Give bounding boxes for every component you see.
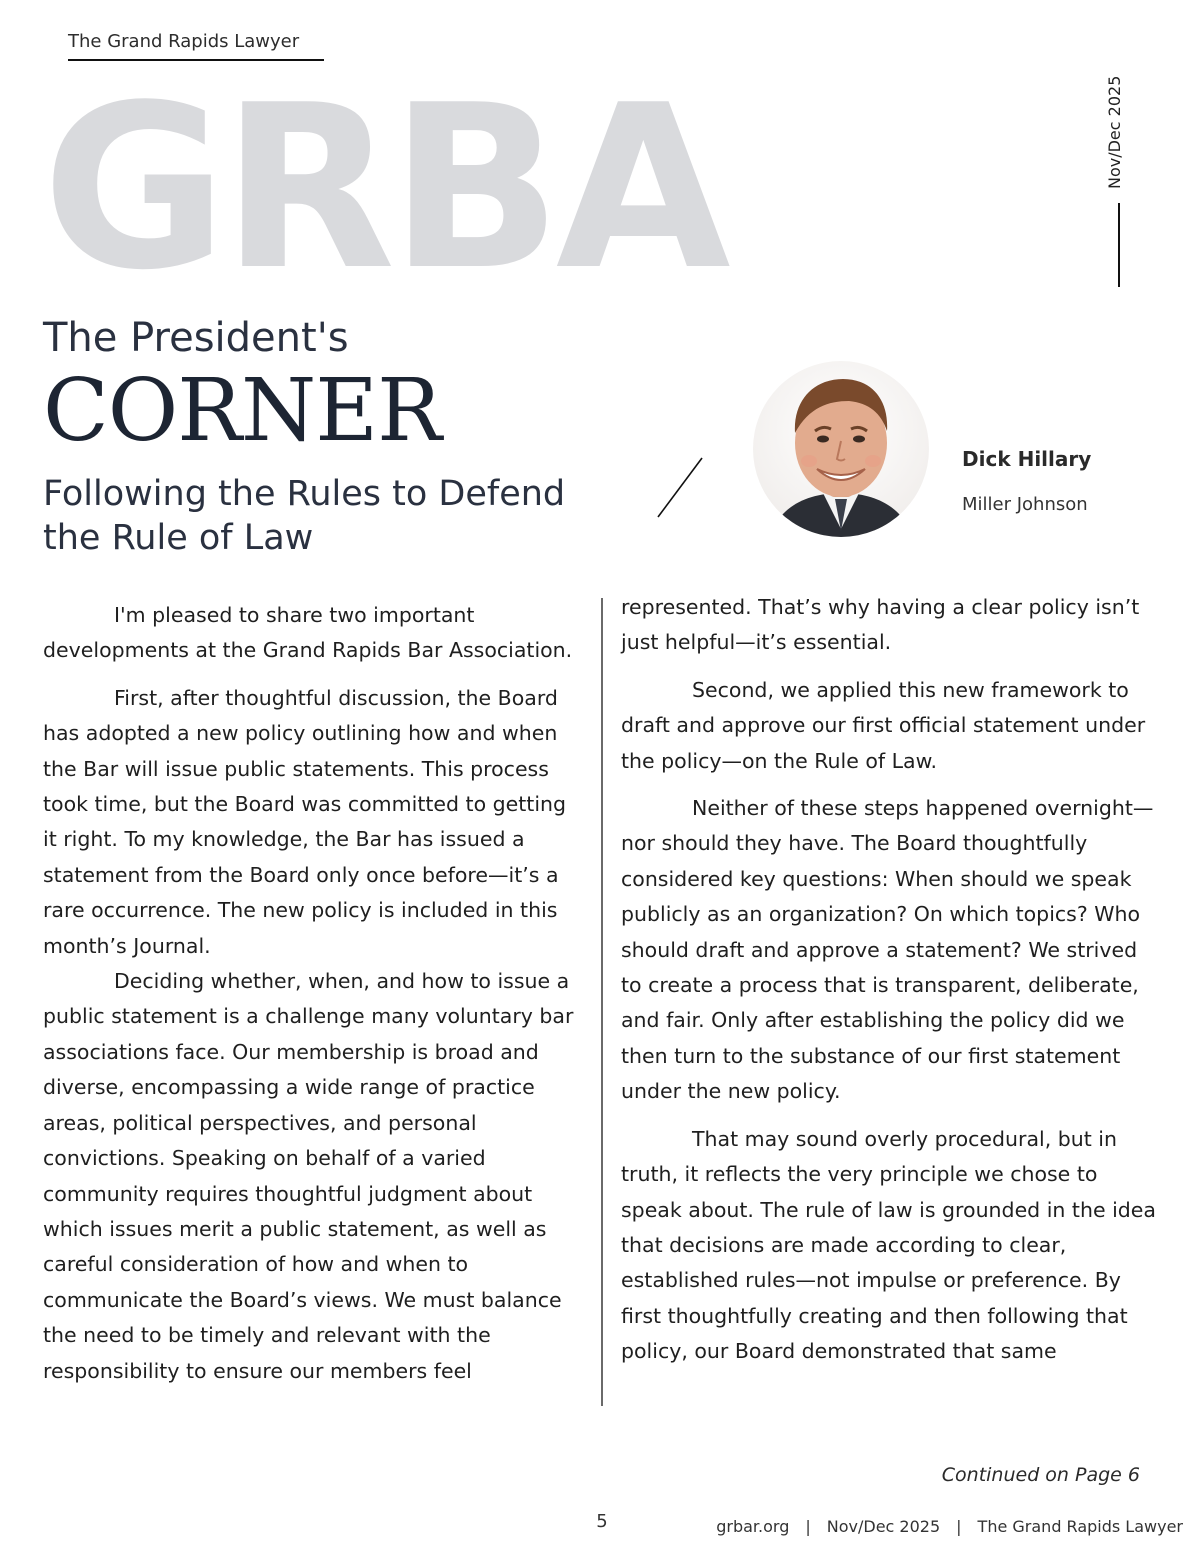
grba-watermark: GRBA [42,57,725,320]
continued-note: Continued on Page 6 [941,1464,1140,1486]
article-column-left [43,598,583,1389]
column-title: CORNER [43,361,441,461]
author-firm: Miller Johnson [962,494,1088,515]
vertical-rule [1118,203,1120,287]
column-kicker: The President's [43,315,349,361]
issue-date-vertical: Nov/Dec 2025 [1105,75,1124,189]
article-column-right [621,590,1161,1370]
article-paragraph: Second, we applied this new framework to draft and approve our first official statement under the policy—on the Rule of Law. [621,677,1146,773]
article-paragraph: I'm pleased to share two important developments at the Grand Rapids Bar Association. [43,603,573,663]
footer [680,1517,1183,1536]
article-paragraph: That may sound overly procedural, but in truth, it reflects the very principle we chose to speak about. The rule of law is grounded in the idea that decisions are made according to clear, established rules—not impulse or preference. By first thoughtfully creating and then following that policy, our Board demonstrated that same [621,1126,1156,1364]
slash-divider-icon [650,455,710,520]
author-avatar [753,361,929,537]
author-portrait-icon [753,361,929,537]
article-paragraph: First, after thoughtful discussion, the Board has adopted a new policy outlining how and when the Bar will issue public statements. This process took time, but the Board was committed to getting it right. To my knowledge, the Bar has issued a statement from the Board only once before—it’s a rare occurrence. The new policy is included in this month’s Journal. [43,685,567,958]
article-paragraph: Deciding whether, when, and how to issue a public statement is a challenge many voluntary bar associations face. Our membership is broad and diverse, encompassing a wide range of practice areas, political perspectives, and personal convictions. Speaking on behalf of a varied community requires thoughtful judgment about which issues merit a public statement, as well as careful consideration of how and when to communicate the Board’s views. We must balance the need to be timely and relevant with the responsibility to ensure our members feel [43,969,574,1383]
column-divider [601,598,603,1406]
footer-site-link[interactable]: grbar.org [716,1517,790,1536]
article-paragraph: represented. That’s why having a clear policy isn’t just helpful—it’s essential. [621,595,1140,655]
article-subtitle: Following the Rules to Defend the Rule of Law [43,474,566,558]
footer-separator: | [805,1517,811,1536]
footer-issue: Nov/Dec 2025 [826,1517,941,1536]
page-number: 5 [596,1511,608,1532]
footer-publication: The Grand Rapids Lawyer [977,1517,1183,1536]
footer-separator: | [956,1517,962,1536]
masthead-publication-name: The Grand Rapids Lawyer [68,31,324,61]
author-name: Dick Hillary [962,447,1092,471]
article-paragraph: Neither of these steps happened overnight—nor should they have. The Board thoughtfully considered key questions: When should we speak publicly as an organization? On which topics? Who should draft and approve a statement? We strived to create a process that is transparent, deliberate, and fair. Only after establishing the policy did we then turn to the substance of our first statement under the new policy. [621,796,1154,1104]
